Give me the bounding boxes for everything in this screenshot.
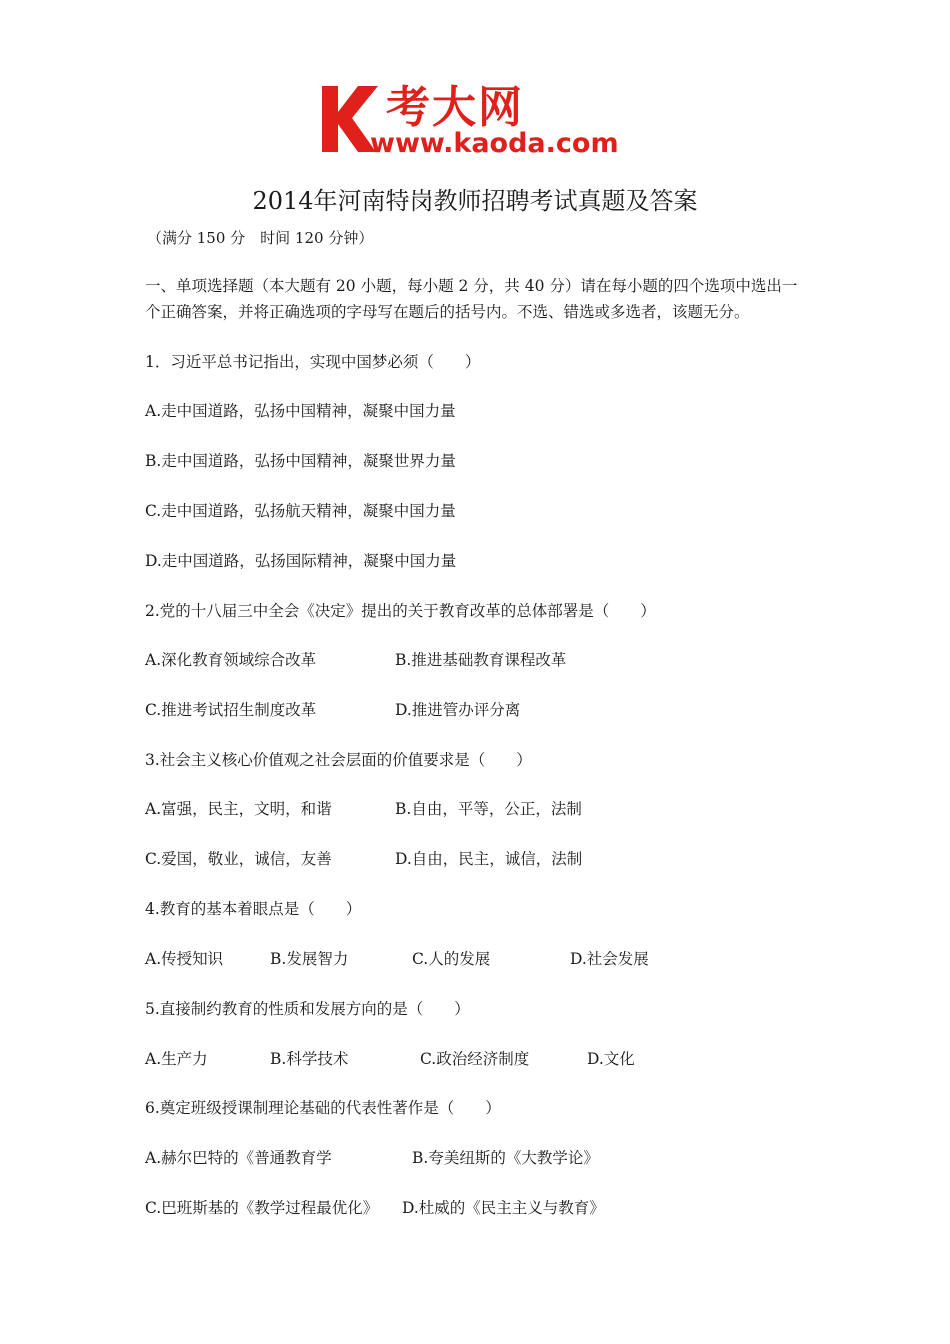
question-1-option-a: A.走中国道路，弘扬中国精神，凝聚中国力量	[145, 402, 456, 420]
question-3-stem: 3.社会主义核心价值观之社会层面的价值要求是（ ）	[145, 751, 532, 769]
logo-url-text: www.kaoda.com	[370, 128, 619, 159]
section-instructions-line2: 个正确答案，并将正确选项的字母写在题后的括号内。不选、错选或多选者，该题无分。	[145, 303, 750, 321]
question-1-option-b: B.走中国道路，弘扬中国精神，凝聚世界力量	[145, 452, 456, 470]
question-3-option-b: B.自由，平等，公正，法制	[395, 800, 582, 818]
question-6-option-a: A.赫尔巴特的《普通教育学	[145, 1149, 332, 1167]
logo-brand-text: 考大网	[386, 82, 524, 133]
section-instructions-line1: 一、单项选择题（本大题有 20 小题，每小题 2 分，共 40 分）请在每小题的四个选项中选出一	[145, 277, 798, 295]
question-5-option-d: D.文化	[587, 1050, 635, 1068]
question-5-option-a: A.生产力	[145, 1050, 208, 1068]
question-5-stem: 5.直接制约教育的性质和发展方向的是（ ）	[145, 1000, 470, 1018]
question-2-option-a: A.深化教育领域综合改革	[145, 651, 317, 669]
question-6-option-d: D.杜威的《民主主义与教育》	[402, 1199, 605, 1217]
question-1-option-d: D.走中国道路，弘扬国际精神，凝聚中国力量	[145, 552, 457, 570]
question-2-stem: 2.党的十八届三中全会《决定》提出的关于教育改革的总体部署是（ ）	[145, 602, 656, 620]
question-5-option-c: C.政治经济制度	[420, 1050, 530, 1068]
question-4-option-a: A.传授知识	[145, 950, 224, 968]
question-3-option-a: A.富强，民主，文明，和谐	[145, 800, 332, 818]
question-3-option-c: C.爱国，敬业，诚信，友善	[145, 850, 332, 868]
question-4-option-c: C.人的发展	[412, 950, 491, 968]
question-4-option-b: B.发展智力	[270, 950, 349, 968]
document-title: 2014年河南特岗教师招聘考试真题及答案	[252, 187, 698, 215]
question-1-option-c: C.走中国道路，弘扬航天精神，凝聚中国力量	[145, 502, 456, 520]
question-2-option-d: D.推进管办评分离	[395, 701, 521, 719]
question-4-option-d: D.社会发展	[570, 950, 649, 968]
question-3-option-d: D.自由，民主，诚信，法制	[395, 850, 583, 868]
question-5-option-b: B.科学技术	[270, 1050, 349, 1068]
exam-info: （满分 150 分 时间 120 分钟）	[147, 229, 374, 247]
question-6-option-b: B.夸美纽斯的《大教学论》	[412, 1149, 599, 1167]
kaoda-logo	[318, 80, 638, 160]
question-2-option-b: B.推进基础教育课程改革	[395, 651, 567, 669]
question-6-stem: 6.奠定班级授课制理论基础的代表性著作是（ ）	[145, 1099, 501, 1117]
question-4-stem: 4.教育的基本着眼点是（ ）	[145, 900, 362, 918]
question-2-option-c: C.推进考试招生制度改革	[145, 701, 317, 719]
question-1-stem: 1．习近平总书记指出，实现中国梦必须（ ）	[145, 353, 481, 371]
question-6-option-c: C.巴班斯基的《教学过程最优化》	[145, 1199, 379, 1217]
